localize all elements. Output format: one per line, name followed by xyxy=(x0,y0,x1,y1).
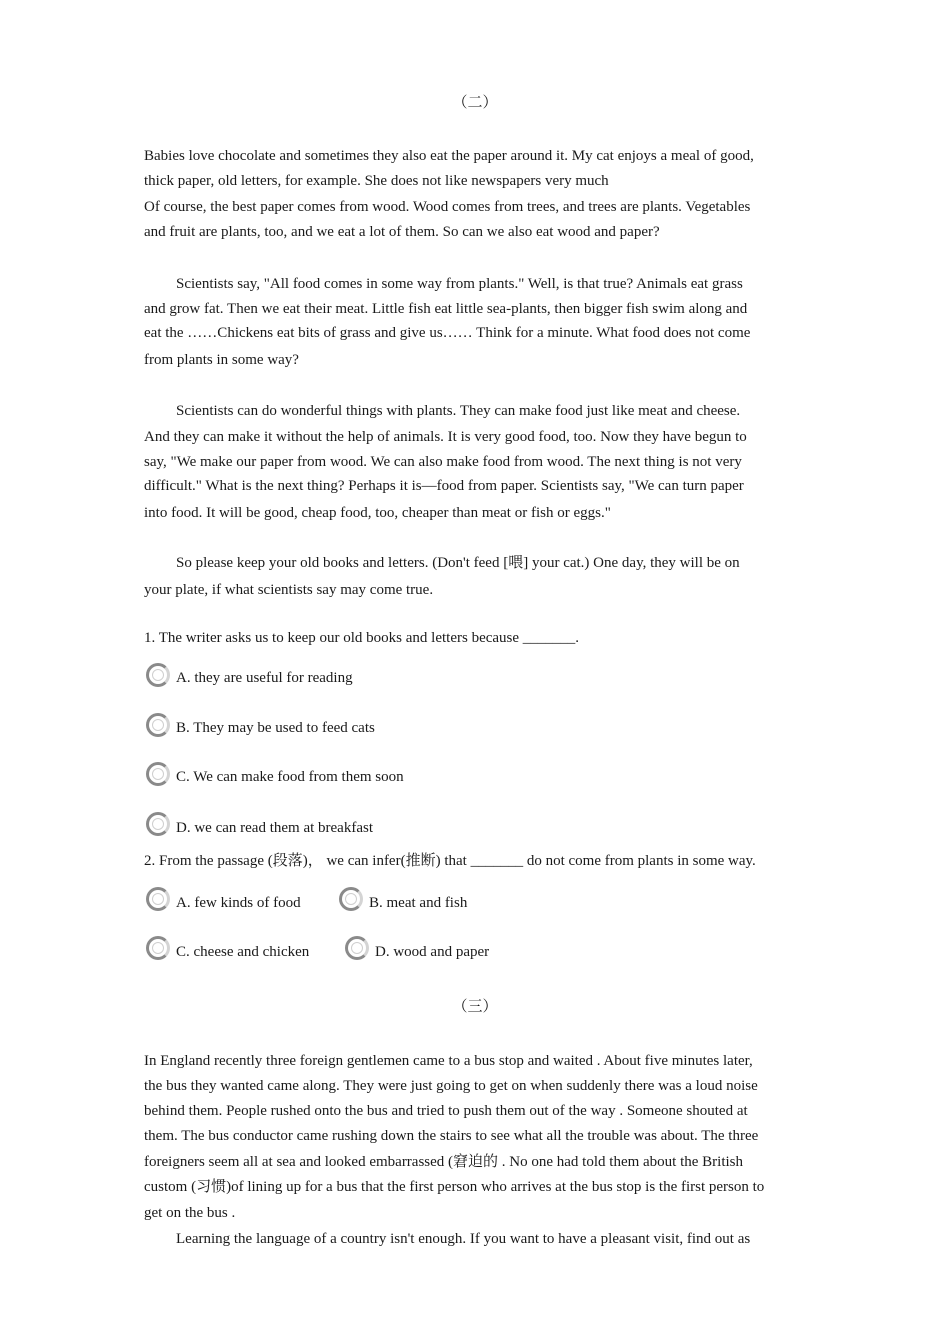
passage-line: and fruit are plants, too, and we eat a lot of them. So can we also eat wood and paper? xyxy=(144,224,660,240)
option-label: B. They may be used to feed cats xyxy=(176,720,375,736)
passage-line: Scientists can do wonderful things with plants. They can make food just like meat and cheese. xyxy=(176,403,741,419)
passage-line: Scientists say, "All food comes in some way from plants." Well, is that true? Animals eat grass xyxy=(176,276,743,292)
passage-line: Learning the language of a country isn't enough. If you want to have a pleasant visit, find out as xyxy=(176,1231,751,1247)
passage-line: the bus they wanted came along. They were just going to get on when suddenly there was a loud noise xyxy=(144,1078,758,1094)
passage-line: So please keep your old books and letters. (Don't feed [喂] your cat.) One day, they will be on xyxy=(176,555,740,571)
passage-line: custom (习惯)of lining up for a bus that the first person who arrives at the bus stop is the first person to xyxy=(144,1179,765,1195)
passage-line: foreigners seem all at sea and looked embarrassed (窘迫的 . No one had told them about the British xyxy=(144,1154,744,1170)
radio-button-icon[interactable] xyxy=(146,887,170,911)
passage-line: behind them. People rushed onto the bus and tried to push them out of the way . Someone shouted at xyxy=(144,1103,748,1119)
radio-button-icon[interactable] xyxy=(146,762,170,786)
section-heading-2: （二） xyxy=(452,95,498,111)
option-label: C. We can make food from them soon xyxy=(176,769,404,785)
passage-line: Of course, the best paper comes from wood. Wood comes from trees, and trees are plants. Vegetables xyxy=(144,199,751,215)
passage-line: say, "We make our paper from wood. We can also make food from wood. The next thing is not very xyxy=(144,454,742,470)
passage-line: Babies love chocolate and sometimes they also eat the paper around it. My cat enjoys a meal of good, xyxy=(144,148,754,164)
question-1-text: 1. The writer asks us to keep our old books and letters because _______. xyxy=(144,630,580,646)
radio-button-icon[interactable] xyxy=(146,663,170,687)
option-label: A. few kinds of food xyxy=(176,895,301,911)
passage-line: your plate, if what scientists say may come true. xyxy=(144,582,434,598)
radio-button-icon[interactable] xyxy=(146,713,170,737)
option-label: A. they are useful for reading xyxy=(176,670,353,686)
option-label: D. we can read them at breakfast xyxy=(176,820,373,836)
option-label: B. meat and fish xyxy=(369,895,468,911)
passage-line: eat the ……Chickens eat bits of grass and give us…… Think for a minute. What food does not come xyxy=(144,325,751,341)
passage-line: from plants in some way? xyxy=(144,352,299,368)
section-heading-3: （三） xyxy=(452,999,498,1015)
passage-line: get on the bus . xyxy=(144,1205,236,1221)
question-2-text: 2. From the passage (段落)， we can infer(推断) that _______ do not come from plants in some way. xyxy=(144,853,756,869)
passage-line: them. The bus conductor came rushing down the stairs to see what all the trouble was about. The three xyxy=(144,1128,759,1144)
passage-line: And they can make it without the help of animals. It is very good food, too. Now they have begun to xyxy=(144,429,747,445)
radio-button-icon[interactable] xyxy=(339,887,363,911)
option-label: C. cheese and chicken xyxy=(176,944,310,960)
passage-line: and grow fat. Then we eat their meat. Little fish eat little sea-plants, then bigger fish swim along and xyxy=(144,301,748,317)
passage-line: into food. It will be good, cheap food, too, cheaper than meat or fish or eggs." xyxy=(144,505,611,521)
radio-button-icon[interactable] xyxy=(345,936,369,960)
passage-line: In England recently three foreign gentlemen came to a bus stop and waited . About five minutes later, xyxy=(144,1053,753,1069)
passage-line: thick paper, old letters, for example. She does not like newspapers very much xyxy=(144,173,609,189)
option-label: D. wood and paper xyxy=(375,944,490,960)
passage-line: difficult." What is the next thing? Perhaps it is—food from paper. Scientists say, "We can turn paper xyxy=(144,478,744,494)
radio-button-icon[interactable] xyxy=(146,936,170,960)
radio-button-icon[interactable] xyxy=(146,812,170,836)
